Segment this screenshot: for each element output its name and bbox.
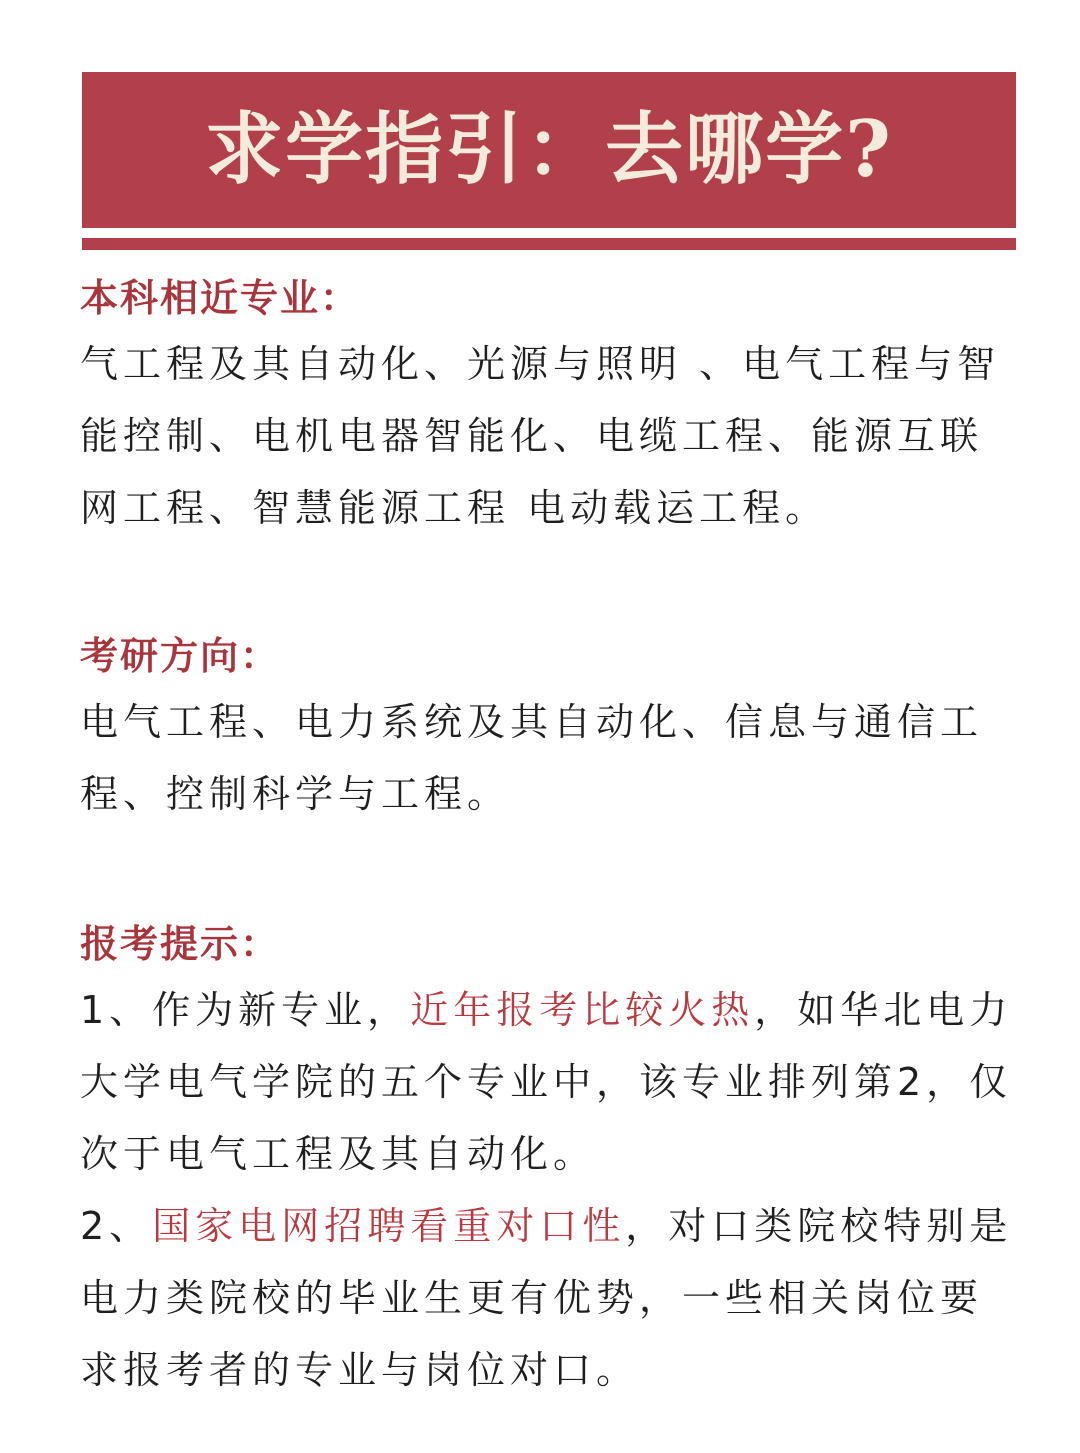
section-tips — [80, 918, 1020, 1406]
tip-1-highlight: 近年报考比较火热 — [410, 988, 755, 1032]
tip-item-1 — [80, 974, 1020, 1190]
banner-divider — [82, 238, 1016, 250]
tip-2-highlight: 国家电网招聘看重对口性 — [152, 1204, 626, 1248]
section-undergrad — [80, 272, 1020, 544]
section-spacer — [80, 830, 1020, 918]
tip-2-text-rest: ，对口类院校特别是电力类院校的毕业生更有优势，一些相关岗位要求报考者的专业与岗位对口。 — [80, 1204, 1013, 1392]
tips-list — [80, 974, 1020, 1406]
section-heading-undergrad: 本科相近专业： — [80, 276, 361, 320]
page-title: 求学指引：去哪学? — [205, 104, 893, 195]
tip-1-text: 1、作为新专业， — [80, 988, 411, 1032]
section-body-postgrad: 电气工程、电力系统及其自动化、信息与通信工程、控制科学与工程。 — [80, 700, 984, 816]
tip-1-text-rest: ，如华北电力大学电气学院的五个专业中，该专业排列第2，仅次于电气工程及其自动化。 — [80, 988, 1013, 1176]
section-spacer — [80, 544, 1020, 630]
section-heading-postgrad: 考研方向： — [80, 634, 281, 678]
tip-2-text: 2、 — [80, 1204, 153, 1248]
tip-item-2 — [80, 1190, 1020, 1406]
title-banner — [82, 72, 1016, 228]
section-heading-tips: 报考提示： — [80, 922, 281, 966]
section-body-undergrad: 气工程及其自动化、光源与照明 、电气工程与智能控制、电机电器智能化、电缆工程、能源互联网工程、智慧能源工程 电动载运工程。 — [80, 342, 1001, 530]
section-postgrad — [80, 630, 1020, 830]
main-content — [80, 272, 1020, 1406]
